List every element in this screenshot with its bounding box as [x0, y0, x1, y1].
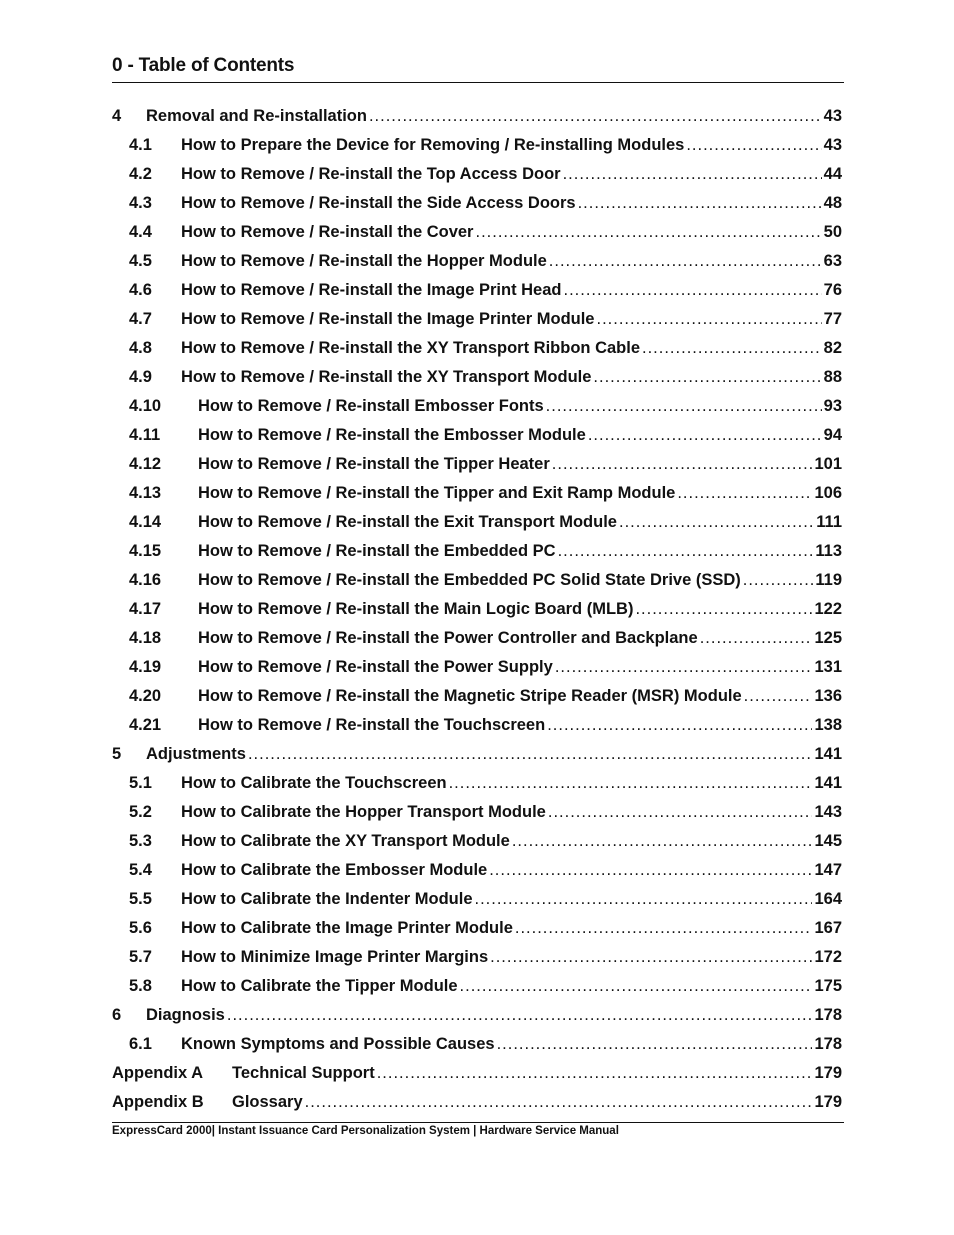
toc-entry-title: How to Remove / Re-install the XY Transport Ribbon Cable	[181, 339, 641, 357]
toc-entry-page: 119	[815, 571, 842, 589]
toc-entry-page: 131	[814, 658, 842, 676]
dot-leader	[475, 890, 813, 909]
dot-leader	[248, 745, 813, 764]
toc-entry[interactable]	[112, 339, 842, 368]
toc-entry-number: Appendix B	[112, 1093, 204, 1111]
toc-entry-page: 138	[814, 716, 842, 734]
toc-entry-page: 106	[814, 484, 842, 502]
toc-entry[interactable]	[112, 977, 842, 1006]
toc-entry-title: How to Remove / Re-install the Embosser Module	[198, 426, 586, 444]
toc-entry-number: 5.6	[129, 919, 152, 937]
toc-entry[interactable]	[112, 861, 842, 890]
dot-leader	[549, 252, 822, 271]
toc-entry-page: 125	[814, 629, 842, 647]
toc-entry-title: How to Calibrate the XY Transport Module	[181, 832, 510, 850]
toc-entry-title: How to Remove / Re-install the XY Transport Module	[181, 368, 592, 386]
toc-entry-page: 179	[814, 1064, 842, 1082]
toc-entry-page: 43	[823, 136, 842, 154]
toc-entry-title: How to Remove / Re-install the Exit Transport Module	[198, 513, 617, 531]
toc-entry-title: How to Prepare the Device for Removing / Re-installing Modules	[181, 136, 685, 154]
toc-entry-number: 5.5	[129, 890, 152, 908]
toc-entry-number: 5.1	[129, 774, 152, 792]
toc-entry-title: How to Remove / Re-install the Embedded PC Solid State Drive (SSD)	[198, 571, 741, 589]
dot-leader	[512, 832, 813, 851]
toc-entry-number: Appendix A	[112, 1064, 204, 1082]
toc-entry-title: How to Remove / Re-install the Power Controller and Backplane	[198, 629, 698, 647]
toc-entry[interactable]	[112, 107, 842, 136]
dot-leader	[642, 339, 822, 358]
toc-entry-number: 5.2	[129, 803, 152, 821]
toc-entry[interactable]	[112, 832, 842, 861]
toc-entry-title: Technical Support	[232, 1064, 375, 1082]
dot-leader	[548, 803, 813, 822]
toc-entry-title: How to Remove / Re-install the Image Printer Module	[181, 310, 595, 328]
toc-entry[interactable]	[112, 368, 842, 397]
toc-entry-title: How to Remove / Re-install the Power Supply	[198, 658, 553, 676]
dot-leader	[490, 948, 812, 967]
toc-entry[interactable]	[112, 542, 842, 571]
toc-entry-number: 4.17	[129, 600, 162, 618]
toc-entry-page: 143	[814, 803, 842, 821]
toc-entry[interactable]	[112, 455, 842, 484]
toc-entry-title: Removal and Re-installation	[146, 107, 367, 125]
toc-entry-page: 113	[815, 542, 842, 560]
toc-entry-number: 4.2	[129, 165, 152, 183]
table-of-contents	[112, 107, 842, 1122]
toc-entry[interactable]	[112, 687, 842, 716]
toc-entry-title: Diagnosis	[146, 1006, 225, 1024]
dot-leader	[227, 1006, 813, 1025]
dot-leader	[369, 107, 822, 126]
toc-entry[interactable]	[112, 774, 842, 803]
toc-entry[interactable]	[112, 165, 842, 194]
toc-entry-number: 4.4	[129, 223, 152, 241]
toc-entry[interactable]	[112, 1006, 842, 1035]
dot-leader	[377, 1064, 813, 1083]
toc-entry-title: How to Remove / Re-install the Hopper Module	[181, 252, 547, 270]
dot-leader	[305, 1093, 813, 1112]
dot-leader	[555, 658, 813, 677]
toc-entry-number: 4.6	[129, 281, 152, 299]
toc-entry-page: 141	[814, 745, 842, 763]
dot-leader	[552, 455, 813, 474]
page-header	[112, 55, 844, 83]
toc-entry-title: Known Symptoms and Possible Causes	[181, 1035, 495, 1053]
toc-entry-page: 76	[823, 281, 842, 299]
toc-entry-number: 4.8	[129, 339, 152, 357]
dot-leader	[700, 629, 813, 648]
toc-entry-title: How to Remove / Re-install the Image Print Head	[181, 281, 562, 299]
dot-leader	[564, 281, 822, 300]
toc-entry-page: 111	[816, 513, 842, 531]
toc-entry-number: 4.13	[129, 484, 162, 502]
dot-leader	[563, 165, 822, 184]
dot-leader	[677, 484, 812, 503]
toc-entry-page: 63	[823, 252, 842, 270]
toc-entry-number: 5.4	[129, 861, 152, 879]
toc-entry-page: 43	[823, 107, 842, 125]
toc-entry-number: 4.18	[129, 629, 162, 647]
toc-entry-page: 141	[814, 774, 842, 792]
dot-leader	[558, 542, 814, 561]
dot-leader	[686, 136, 821, 155]
toc-entry[interactable]	[112, 252, 842, 281]
toc-entry-number: 4.21	[129, 716, 162, 734]
toc-entry-page: 147	[814, 861, 842, 879]
toc-entry-page: 178	[814, 1035, 842, 1053]
dot-leader	[497, 1035, 813, 1054]
toc-entry-number: 4.16	[129, 571, 162, 589]
dot-leader	[578, 194, 822, 213]
dot-leader	[460, 977, 813, 996]
toc-entry-number: 6.1	[129, 1035, 152, 1053]
toc-entry-title: How to Remove / Re-install the Embedded PC	[198, 542, 556, 560]
toc-entry[interactable]	[112, 281, 842, 310]
toc-entry-title: How to Remove / Re-install the Top Access Door	[181, 165, 561, 183]
toc-entry-title: How to Calibrate the Touchscreen	[181, 774, 447, 792]
toc-entry[interactable]	[112, 890, 842, 919]
toc-entry-title: How to Remove / Re-install the Main Logic Board (MLB)	[198, 600, 634, 618]
toc-entry[interactable]	[112, 919, 842, 948]
dot-leader	[743, 571, 814, 590]
toc-entry-page: 178	[814, 1006, 842, 1024]
dot-leader	[593, 368, 821, 387]
dot-leader	[475, 223, 821, 242]
toc-entry-page: 93	[823, 397, 842, 415]
toc-entry[interactable]	[112, 397, 842, 426]
toc-entry[interactable]	[112, 571, 842, 600]
toc-entry-title: How to Calibrate the Hopper Transport Module	[181, 803, 546, 821]
toc-entry[interactable]	[112, 1093, 842, 1122]
toc-entry[interactable]	[112, 223, 842, 252]
toc-entry-number: 4.12	[129, 455, 162, 473]
toc-entry-page: 145	[814, 832, 842, 850]
toc-entry-page: 44	[823, 165, 842, 183]
toc-entry-number: 4.14	[129, 513, 162, 531]
dot-leader	[596, 310, 821, 329]
toc-entry[interactable]	[112, 194, 842, 223]
toc-entry-title: How to Calibrate the Indenter Module	[181, 890, 473, 908]
toc-entry[interactable]	[112, 1035, 842, 1064]
toc-entry-title: How to Remove / Re-install the Touchscreen	[198, 716, 546, 734]
toc-entry[interactable]	[112, 1064, 842, 1093]
toc-entry-page: 175	[814, 977, 842, 995]
toc-entry[interactable]	[112, 629, 842, 658]
toc-entry[interactable]	[112, 426, 842, 455]
toc-entry-title: Adjustments	[146, 745, 246, 763]
dot-leader	[619, 513, 814, 532]
dot-leader	[449, 774, 813, 793]
page-footer: ExpressCard 2000| Instant Issuance Card Personalization System | Hardware Service Manual	[112, 1122, 844, 1137]
toc-entry[interactable]	[112, 803, 842, 832]
toc-entry-title: How to Calibrate the Tipper Module	[181, 977, 458, 995]
toc-entry[interactable]	[112, 513, 842, 542]
toc-entry-title: How to Remove / Re-install the Tipper Heater	[198, 455, 550, 473]
toc-entry-page: 172	[814, 948, 842, 966]
toc-entry-page: 94	[823, 426, 842, 444]
toc-entry-page: 48	[823, 194, 842, 212]
toc-entry-number: 4.9	[129, 368, 152, 386]
toc-entry-number: 4.20	[129, 687, 162, 705]
toc-entry-title: How to Remove / Re-install the Magnetic Stripe Reader (MSR) Module	[198, 687, 742, 705]
toc-entry-title: How to Remove / Re-install the Side Access Doors	[181, 194, 576, 212]
toc-entry-page: 88	[823, 368, 842, 386]
toc-entry[interactable]	[112, 658, 842, 687]
toc-entry[interactable]	[112, 310, 842, 339]
dot-leader	[635, 600, 812, 619]
toc-entry-title: How to Remove / Re-install the Cover	[181, 223, 474, 241]
dot-leader	[588, 426, 822, 445]
toc-entry[interactable]	[112, 948, 842, 977]
toc-entry-number: 5.7	[129, 948, 152, 966]
toc-entry-page: 50	[823, 223, 842, 241]
toc-entry-page: 164	[814, 890, 842, 908]
toc-entry[interactable]	[112, 484, 842, 513]
toc-entry-page: 167	[814, 919, 842, 937]
toc-entry-number: 4.19	[129, 658, 162, 676]
toc-entry-page: 101	[814, 455, 842, 473]
toc-entry-number: 4.3	[129, 194, 152, 212]
page-title: 0 - Table of Contents	[112, 55, 295, 76]
toc-entry[interactable]	[112, 600, 842, 629]
toc-entry-number: 4.1	[129, 136, 152, 154]
toc-entry-page: 136	[814, 687, 842, 705]
toc-entry-number: 4.11	[129, 426, 161, 444]
toc-entry-page: 77	[823, 310, 842, 328]
toc-entry-title: How to Remove / Re-install the Tipper and Exit Ramp Module	[198, 484, 676, 502]
dot-leader	[744, 687, 813, 706]
toc-entry-number: 5.3	[129, 832, 152, 850]
toc-entry-number: 4.10	[129, 397, 162, 415]
toc-entry-number: 4.5	[129, 252, 152, 270]
toc-entry-page: 82	[823, 339, 842, 357]
toc-entry-number: 5.8	[129, 977, 152, 995]
toc-entry-page: 122	[814, 600, 842, 618]
toc-entry-number: 5	[112, 745, 122, 763]
toc-entry-title: How to Minimize Image Printer Margins	[181, 948, 489, 966]
dot-leader	[515, 919, 813, 938]
toc-entry[interactable]	[112, 716, 842, 745]
toc-entry-number: 4	[112, 107, 122, 125]
toc-entry-number: 4.15	[129, 542, 162, 560]
toc-entry-title: Glossary	[232, 1093, 303, 1111]
toc-entry-number: 4.7	[129, 310, 152, 328]
toc-entry-title: How to Remove / Re-install Embosser Fonts	[198, 397, 544, 415]
toc-entry-page: 179	[814, 1093, 842, 1111]
toc-entry-title: How to Calibrate the Image Printer Module	[181, 919, 513, 937]
dot-leader	[546, 397, 822, 416]
toc-entry[interactable]	[112, 745, 842, 774]
toc-entry[interactable]	[112, 136, 842, 165]
toc-entry-number: 6	[112, 1006, 122, 1024]
toc-entry-title: How to Calibrate the Embosser Module	[181, 861, 488, 879]
dot-leader	[547, 716, 812, 735]
dot-leader	[489, 861, 812, 880]
